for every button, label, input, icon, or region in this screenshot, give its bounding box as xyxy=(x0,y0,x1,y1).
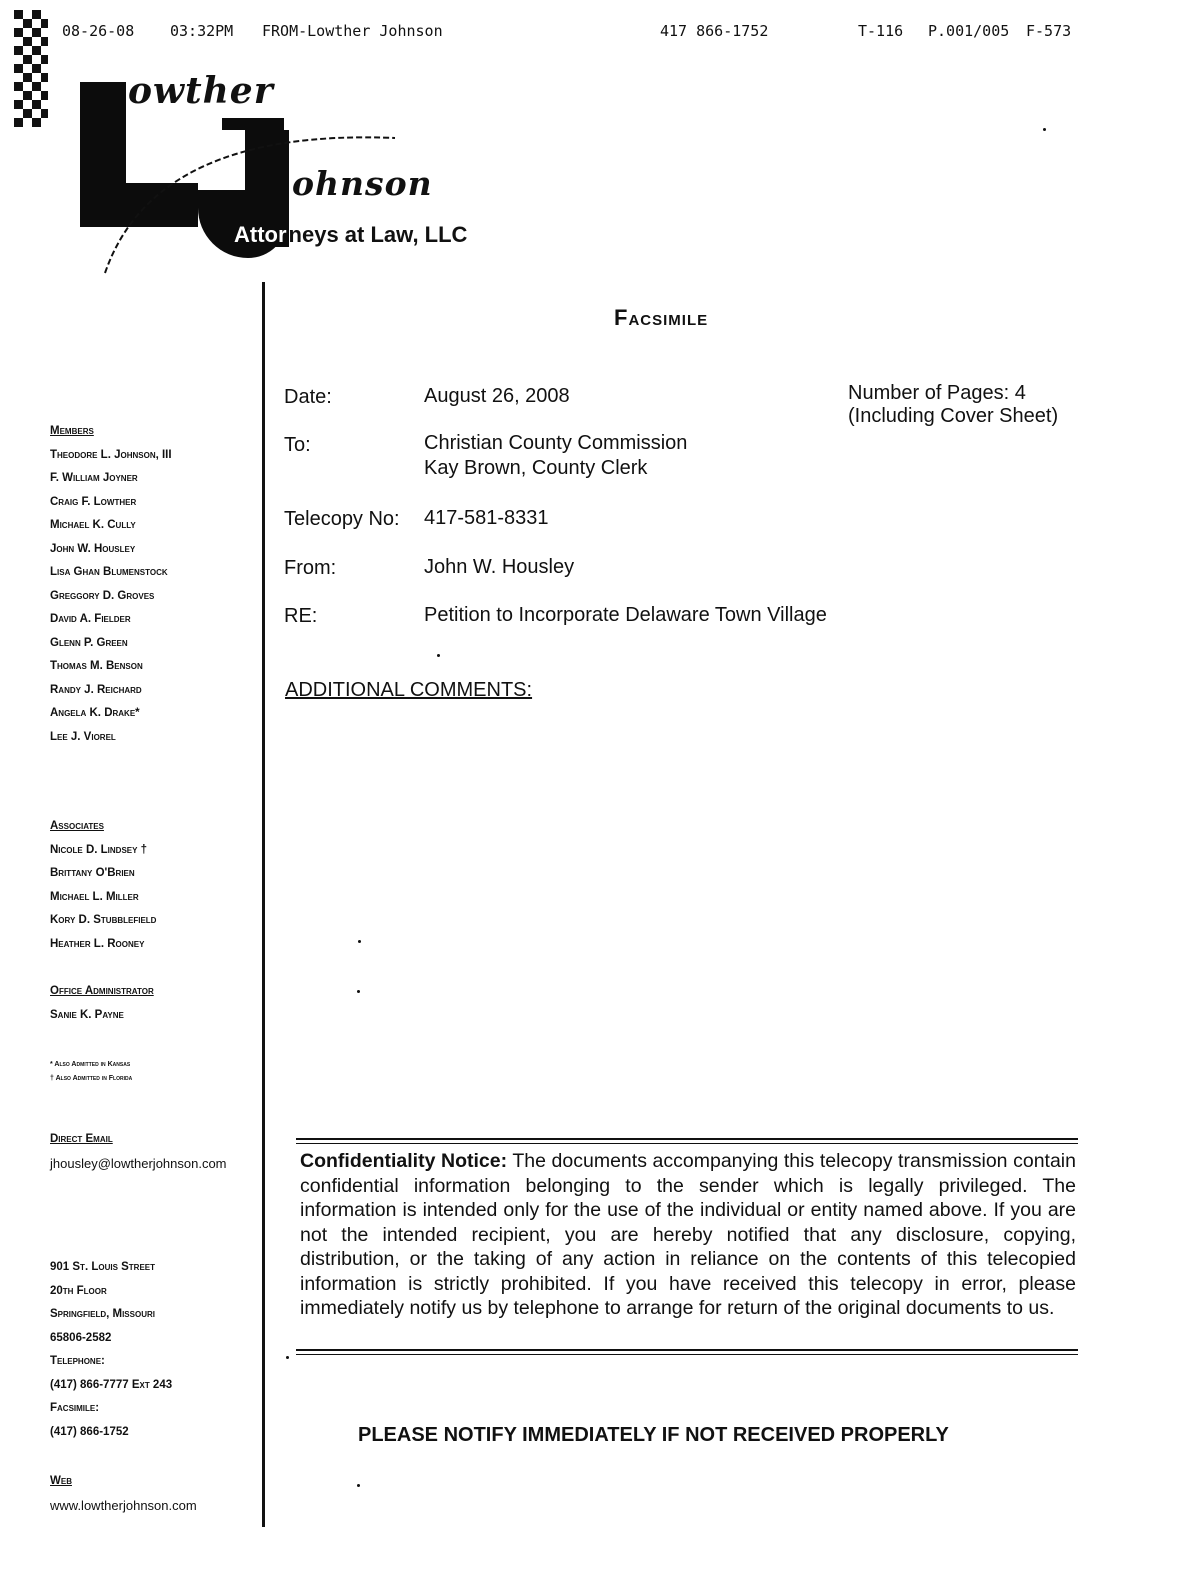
recipient xyxy=(424,431,687,481)
admin-heading: Office Administrator xyxy=(50,985,154,997)
member-name: Glenn P. Green xyxy=(50,636,128,649)
members-section xyxy=(50,420,250,749)
member-name: Lee J. Viorel xyxy=(50,730,116,743)
date-label: Date: xyxy=(284,386,332,408)
confidentiality-notice-heading: Confidentiality Notice: xyxy=(300,1150,508,1172)
notice-bottom-rule xyxy=(296,1349,1078,1351)
logo-tagline-rest: neys at Law, LLC xyxy=(288,222,468,247)
member-name: Randy J. Reichard xyxy=(50,683,142,696)
member-name: David A. Fielder xyxy=(50,613,131,625)
sender-name: John W. Housley xyxy=(424,556,575,578)
footnote-kansas: * Also Admitted in Kansas xyxy=(50,1061,131,1068)
member-name: Theodore L. Johnson, III xyxy=(50,448,172,461)
scan-speck xyxy=(357,1484,360,1487)
fax-header-f-code: F-573 xyxy=(1026,22,1072,40)
recipient-line-1: Christian County Commission xyxy=(424,432,688,454)
website-link[interactable]: www.lowtherjohnson.com xyxy=(50,1497,197,1513)
admin-section xyxy=(50,980,250,1027)
address-city: Springfield, Missouri xyxy=(50,1308,155,1320)
logo-wordmark-ohnson: ohnson xyxy=(292,164,433,203)
member-name: F. William Joyner xyxy=(50,472,138,484)
fax-header-date: 08-26-08 xyxy=(62,22,135,40)
telephone-label: Telephone: xyxy=(50,1355,105,1367)
address-street: 901 St. Louis Street xyxy=(50,1261,156,1273)
facsimile-label: Facsimile: xyxy=(50,1402,100,1414)
telecopy-label: Telecopy No: xyxy=(284,508,400,530)
fax-header-page: P.001/005 xyxy=(928,22,1010,40)
scan-speck xyxy=(357,990,360,993)
direct-email-link[interactable]: jhousley@lowtherjohnson.com xyxy=(50,1155,227,1171)
web-section xyxy=(50,1470,250,1517)
sidebar-divider xyxy=(262,282,265,1527)
scan-speck xyxy=(358,940,361,943)
email-section xyxy=(50,1128,250,1175)
associate-name: Kory D. Stubblefield xyxy=(50,914,157,926)
fax-checker-pattern xyxy=(14,10,48,130)
address-section xyxy=(50,1256,250,1444)
associates-heading: Associates xyxy=(50,820,104,832)
associate-name: Nicole D. Lindsey † xyxy=(50,843,148,856)
notify-instruction: PLEASE NOTIFY IMMEDIATELY IF NOT RECEIVED PROPERLY xyxy=(358,1424,949,1446)
scan-speck xyxy=(437,654,440,657)
associates-section xyxy=(50,815,250,956)
address-floor: 20th Floor xyxy=(50,1284,107,1297)
fax-header-time: 03:32PM xyxy=(170,22,234,40)
footnote-florida: † Also Admitted in Florida xyxy=(50,1075,133,1082)
fax-header-t-code: T-116 xyxy=(858,22,904,40)
recipient-line-2: Kay Brown, County Clerk xyxy=(424,457,648,479)
admin-name: Sanie K. Payne xyxy=(50,1008,124,1021)
page-count xyxy=(848,382,1058,428)
page-count-label: Number of Pages: 4 xyxy=(848,382,1026,404)
additional-comments-heading: ADDITIONAL COMMENTS: xyxy=(285,679,533,701)
member-name: Thomas M. Benson xyxy=(50,660,143,672)
associate-name: Brittany O'Brien xyxy=(50,867,135,879)
telephone-number: (417) 866-7777 Ext 243 xyxy=(50,1378,173,1391)
logo-tagline-inverted: Attor xyxy=(234,222,287,247)
logo-tagline xyxy=(232,222,467,248)
document-title: Facsimile xyxy=(614,305,709,330)
notice-bottom-rule-thin xyxy=(296,1354,1078,1355)
email-heading: Direct Email xyxy=(50,1133,113,1145)
member-name: Michael K. Cully xyxy=(50,519,136,531)
address-zip: 65806-2582 xyxy=(50,1331,112,1344)
associate-name: Heather L. Rooney xyxy=(50,937,145,950)
scan-speck xyxy=(1043,128,1046,131)
scan-speck xyxy=(286,1356,289,1359)
page-count-note: (Including Cover Sheet) xyxy=(848,405,1059,427)
member-name: Greggory D. Groves xyxy=(50,589,155,602)
footnotes-section xyxy=(50,1058,250,1086)
notice-top-rule xyxy=(296,1138,1078,1140)
member-name: Lisa Ghan Blumenstock xyxy=(50,566,168,578)
fax-header-phone: 417 866-1752 xyxy=(660,22,769,40)
member-name: Craig F. Lowther xyxy=(50,495,137,508)
member-name: John W. Housley xyxy=(50,542,136,555)
re-label: RE: xyxy=(284,605,318,627)
logo-wordmark-owther: owther xyxy=(128,70,274,112)
confidentiality-notice-body: The documents accompanying this telecopy transmission contain confidential information belonging to the sender which is legally privileged. The information is intended only for the use of the individual or entity named above. If you are not the intended recipient, you are hereby notified that any disclosure, copying, distribution, or the taking of any action in reliance on the contents of this telecopied information is strictly prohibited. If you have received this telecopy in error, please immediately notify us by telephone to arrange for return of the original documents to us. xyxy=(300,1150,1076,1319)
members-heading: Members xyxy=(50,425,94,437)
fax-header-from: FROM-Lowther Johnson xyxy=(262,22,443,40)
from-label: From: xyxy=(284,557,337,579)
confidentiality-notice xyxy=(300,1149,1076,1321)
associate-name: Michael L. Miller xyxy=(50,890,139,903)
web-heading: Web xyxy=(50,1475,72,1487)
telecopy-number: 417-581-8331 xyxy=(424,507,549,529)
facsimile-number: (417) 866-1752 xyxy=(50,1425,129,1438)
date-value: August 26, 2008 xyxy=(424,385,570,407)
to-label: To: xyxy=(284,434,311,456)
subject-line: Petition to Incorporate Delaware Town Village xyxy=(424,604,827,626)
member-name: Angela K. Drake* xyxy=(50,707,140,719)
notice-top-rule-thin xyxy=(296,1143,1078,1144)
